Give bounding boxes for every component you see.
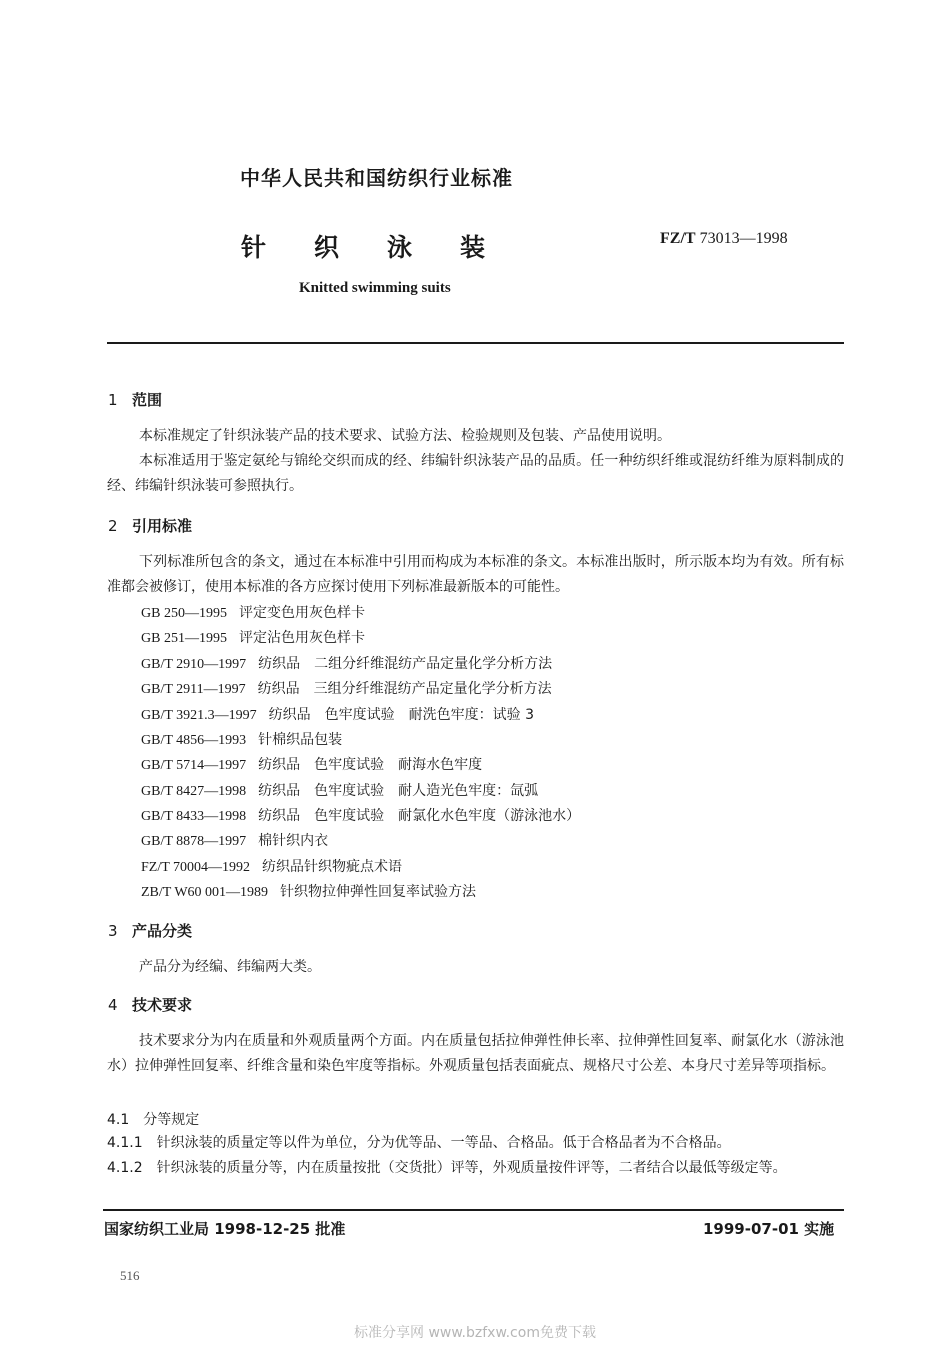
approval-statement: 国家纺织工业局 1998-12-25 批准 (104, 1220, 346, 1238)
subsection-4-1-2: 4.1.2 针织泳装的质量分等，内在质量按批（交货批）评等，外观质量按件评等，二者结合以最低等级定等。 (107, 1160, 787, 1176)
english-title: Knitted swimming suits (299, 280, 451, 296)
section-2-heading: 2 引用标准 (108, 517, 193, 535)
reference-item: GB/T 8433—1998 纺织品 色牢度试验 耐氯化水色牢度（游泳池水） (141, 808, 581, 824)
section-3-heading: 3 产品分类 (108, 922, 193, 940)
reference-item: GB/T 8878—1997 棉针织内衣 (141, 833, 329, 849)
reference-item: ZB/T W60 001—1989 针织物拉伸弹性回复率试验方法 (141, 884, 477, 900)
footer-divider (103, 1209, 844, 1211)
section-4-paragraph-1: 技术要求分为内在质量和外观质量两个方面。内在质量包括拉伸弹性伸长率、拉伸弹性回复率、耐氯化水（游泳池水）拉伸弹性回复率、纤维含量和染色牢度等指标。外观质量包括表面疵点、规格尺寸公差、本身尺寸差异等项指标。 (107, 1033, 844, 1074)
standard-code (660, 230, 788, 248)
reference-item: GB/T 3921.3—1997 纺织品 色牢度试验 耐洗色牢度：试验 3 (141, 707, 534, 723)
subsection-4-1-1: 4.1.1 针织泳装的质量定等以件为单位，分为优等品、一等品、合格品。低于合格品者为不合格品。 (107, 1135, 731, 1151)
section-4-heading: 4 技术要求 (108, 996, 193, 1014)
reference-item: GB/T 8427—1998 纺织品 色牢度试验 耐人造光色牢度：氙弧 (141, 783, 539, 799)
subsection-4-1-heading: 4.1 分等规定 (107, 1112, 200, 1128)
standard-code-prefix: FZ/T (660, 230, 696, 247)
issuing-organization: 中华人民共和国纺织行业标准 (240, 166, 513, 190)
reference-item: GB/T 5714—1997 纺织品 色牢度试验 耐海水色牢度 (141, 757, 483, 773)
page-number: 516 (120, 1268, 140, 1283)
section-1-heading: 1 范围 (108, 391, 163, 409)
section-3-paragraph-1: 产品分为经编、纬编两大类。 (139, 959, 321, 975)
section-1-paragraph-1: 本标准规定了针织泳装产品的技术要求、试验方法、检验规则及包装、产品使用说明。 (139, 428, 671, 444)
header-divider (107, 342, 844, 344)
reference-item: GB 251—1995 评定沾色用灰色样卡 (141, 630, 365, 646)
reference-item: GB/T 2911—1997 纺织品 三组分纤维混纺产品定量化学分析方法 (141, 681, 552, 697)
section-1-paragraph-2: 本标准适用于鉴定氨纶与锦纶交织而成的经、纬编针织泳装产品的品质。任一种纺织纤维或混纺纤维为原料制成的经、纬编针织泳装可参照执行。 (107, 453, 844, 494)
reference-item: FZ/T 70004—1992 纺织品针织物疵点术语 (141, 859, 403, 875)
reference-item: GB/T 2910—1997 纺织品 二组分纤维混纺产品定量化学分析方法 (141, 656, 553, 672)
reference-item: GB/T 4856—1993 针棉织品包装 (141, 732, 343, 748)
standard-title: 针织泳装 (241, 233, 534, 262)
watermark: 标准分享网 www.bzfxw.com免费下载 (354, 1325, 596, 1341)
implementation-date: 1999-07-01 实施 (703, 1220, 835, 1238)
standard-code-number: 73013—1998 (699, 230, 788, 247)
section-2-paragraph-1: 下列标准所包含的条文，通过在本标准中引用而构成为本标准的条文。本标准出版时，所示版本均为有效。所有标准都会被修订，使用本标准的各方应探讨使用下列标准最新版本的可能性。 (107, 554, 844, 595)
reference-item: GB 250—1995 评定变色用灰色样卡 (141, 605, 365, 621)
